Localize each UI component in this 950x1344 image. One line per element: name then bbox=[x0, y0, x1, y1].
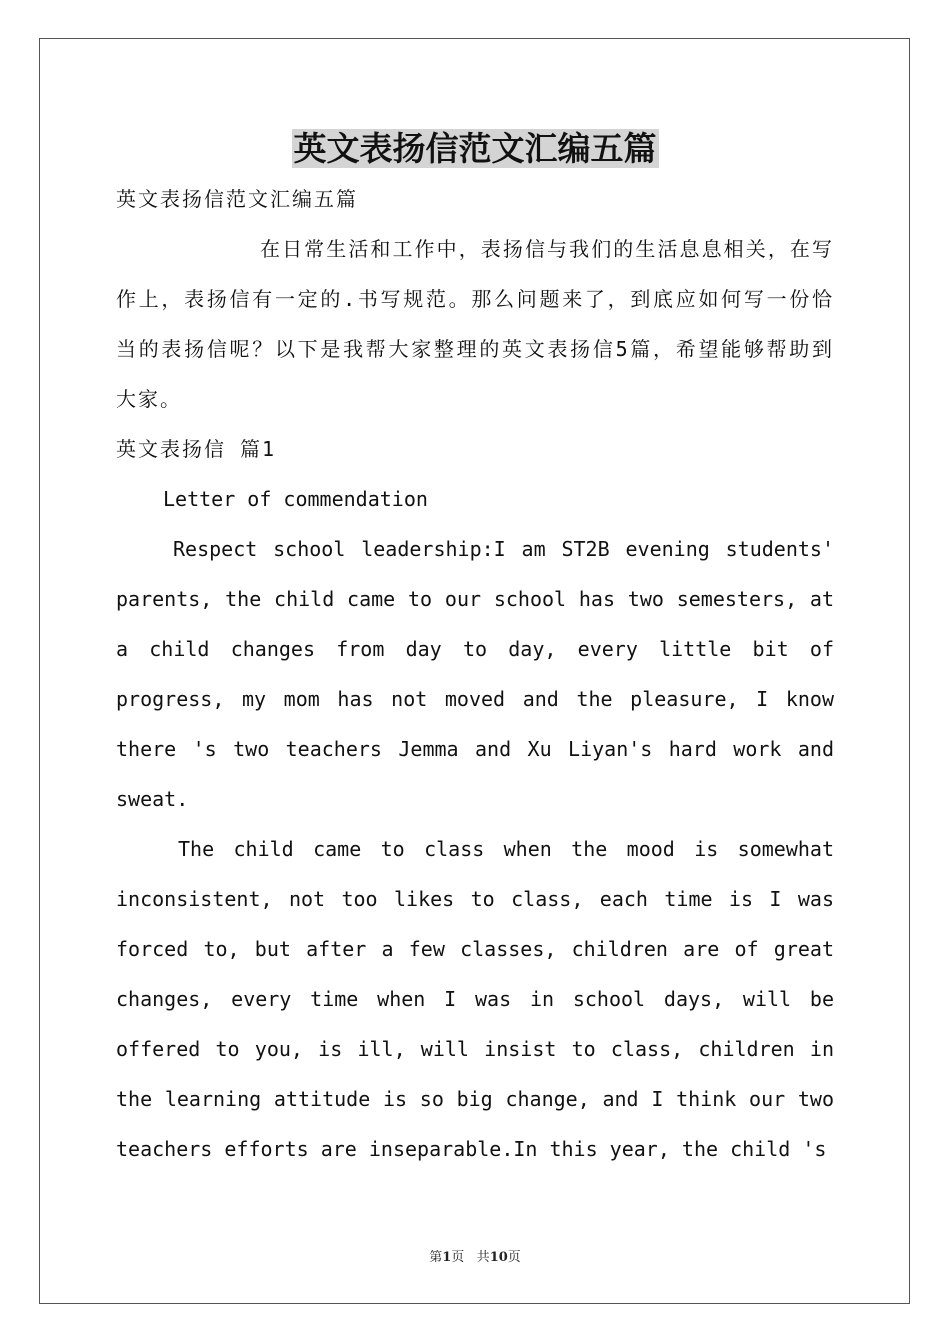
document-subtitle: 英文表扬信范文汇编五篇 bbox=[116, 187, 358, 211]
footer-page-number: 1 bbox=[442, 1250, 452, 1265]
letter-paragraph-2: The child came to class when the mood is somewhat inconsistent, not too likes to class, each time is I was forced to, but after a few classes, children are of great changes, every time when I was in school days, will be offered to you, is ill, will insist to class, children in the learning attitude is so big change, and I think our two teachers efforts are inseparable.In this year, the child 's bbox=[116, 837, 834, 1161]
document-body bbox=[116, 174, 834, 1174]
section-heading: 英文表扬信 篇1 bbox=[116, 437, 277, 461]
document-title bbox=[0, 126, 950, 172]
letter-paragraph-1: Respect school leadership:I am ST2B evening students' parents, the child came to our school has two semesters, at a child changes from day to day, every little bit of progress, my mom has not moved and the pleasure, I know there 's two teachers Jemma and Xu Liyan's hard work and sweat. bbox=[116, 537, 834, 811]
footer-prefix: 第 bbox=[429, 1250, 443, 1265]
footer-total-pages: 10 bbox=[489, 1250, 508, 1265]
letter-heading: Letter of commendation bbox=[163, 487, 428, 511]
footer-page-suffix: 页 bbox=[451, 1250, 465, 1265]
page-footer bbox=[0, 1246, 950, 1265]
document-title-text: 英文表扬信范文汇编五篇 bbox=[293, 129, 657, 168]
footer-total-suffix: 页 bbox=[507, 1250, 521, 1265]
footer-total-prefix: 共 bbox=[476, 1250, 490, 1265]
intro-paragraph: 在日常生活和工作中，表扬信与我们的生活息息相关，在写作上，表扬信有一定的.书写规范。那么问题来了，到底应如何写一份恰当的表扬信呢？以下是我帮大家整理的英文表扬信5篇，希望能够帮助到大家。 bbox=[116, 237, 834, 411]
